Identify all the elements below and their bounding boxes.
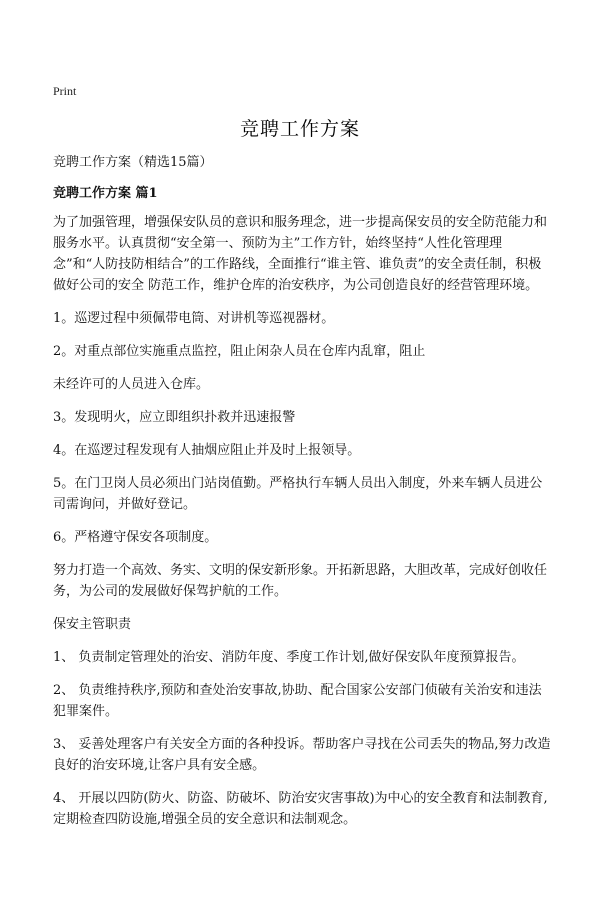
paragraph-item-3: 3。发现明火，应立即组织扑救并迅速报警 [53,410,296,425]
document-subtitle: 竞聘工作方案（精选15篇） [53,155,213,170]
paragraph-item-2: 2。对重点部位实施重点监控，阻止闲杂人员在仓库内乱窜，阻止 [53,344,426,359]
paragraph-goal: 努力打造一个高效、务实、文明的保安新形象。开拓新思路，大胆改革，完成好创收任务，为公司的发展做好保驾护航的工作。 [53,563,548,599]
paragraph-item-6: 6。严格遵守保安各项制度。 [53,530,218,545]
document-title: 竞聘工作方案 [239,118,360,140]
paragraph-duty-4: 4、 开展以四防(防火、防盗、防破坏、防治安灾害事故)为中心的安全教育和法制教育,定期检查四防设施,增强全员的安全意识和法制观念。 [53,791,548,827]
paragraph-duty-2: 2、 负责维持秩序,预防和查处治安事故,协助、配合国家公安部门侦破有关治安和违法犯罪案件。 [53,683,542,719]
paragraph-duty-1: 1、 负责制定管理处的治安、消防年度、季度工作计划,做好保安队年度预算报告。 [53,650,525,665]
paragraph-item-1: 1。巡逻过程中须佩带电筒、对讲机等巡视器材。 [53,311,335,326]
paragraph-item-2-continued: 未经许可的人员进入仓库。 [53,377,210,392]
document-body [53,152,553,842]
print-label: Print [53,84,77,98]
paragraph-duties-heading: 保安主管职责 [53,617,132,632]
paragraph-item-4: 4。在巡逻过程发现有人抽烟应阻止并及时上报领导。 [53,443,361,458]
section-heading: 竞聘工作方案 篇1 [53,186,158,201]
paragraph-item-5: 5。在门卫岗人员必须出门站岗值勤。严格执行车辆人员出入制度，外来车辆人员进公司需询问，并做好登记。 [53,476,543,512]
paragraph-intro: 为了加强管理，增强保安队员的意识和服务理念，进一步提高保安员的安全防范能力和服务水平。认真贯彻“安全第一、预防为主”工作方针，始终坚持“人性化管理理念”和“人防技防相结合”的工作路线，全面推行“谁主管、谁负责”的安全责任制，积极做好公司的安全 防范工作，维护仓库的治安秩序，为公司创造良好的经营管理环境。 [53,215,548,293]
paragraph-duty-3: 3、 妥善处理客户有关安全方面的各种投诉。帮助客户寻找在公司丢失的物品,努力改造良好的治安环境,让客户具有安全感。 [53,737,551,773]
